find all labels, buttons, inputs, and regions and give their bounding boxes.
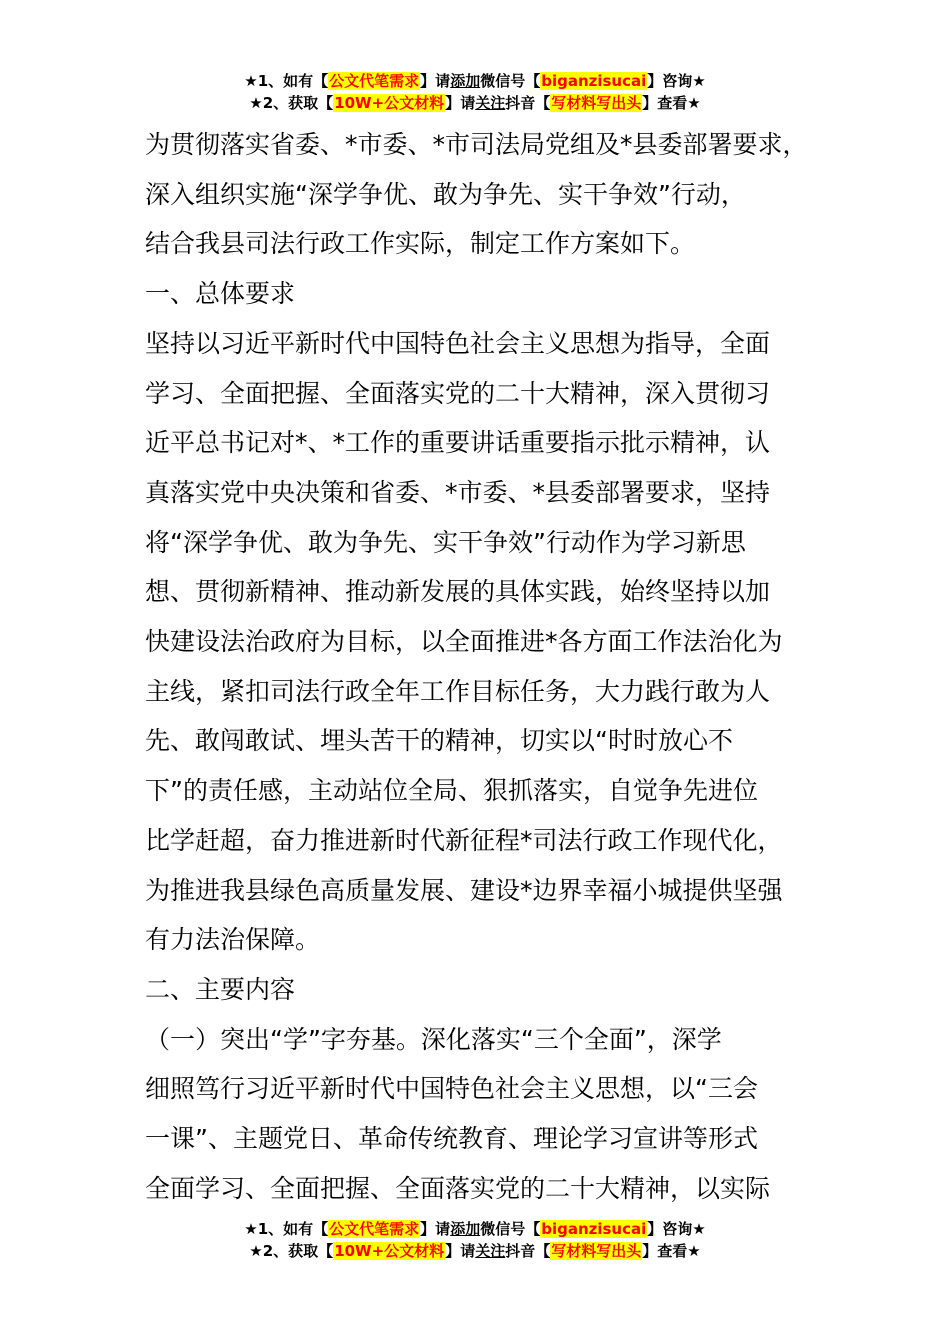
notice-line-2: ★2、获取【10W+公文材料】请关注抖音【写材料写出头】查看★ <box>249 1242 701 1260</box>
notice-line-2: ★2、获取【10W+公文材料】请关注抖音【写材料写出头】查看★ <box>249 94 701 112</box>
text-line: 比学赶超，奋力推进新时代新征程*司法行政工作现代化， <box>145 825 783 855</box>
notice-line-1: ★1、如有【公文代笔需求】请添加微信号【biganzisucai】咨询★ <box>244 72 706 90</box>
text-line: 学习、全面把握、全面落实党的二十大精神，深入贯彻习 <box>145 378 771 408</box>
text-line: 为推进我县绿色高质量发展、建设*边界幸福小城提供坚强 <box>145 875 783 905</box>
wechat-id: biganzisucai <box>541 1220 647 1238</box>
text-line: 深入组织实施“深学争优、敢为争先、实干争效”行动， <box>145 179 746 209</box>
notice-line-1: ★1、如有【公文代笔需求】请添加微信号【biganzisucai】咨询★ <box>244 1220 706 1238</box>
text-line: 坚持以习近平新时代中国特色社会主义思想为指导，全面 <box>145 328 771 358</box>
service-tag: 公文代笔需求 <box>329 1220 420 1238</box>
section-heading-2: 二、主要内容 <box>145 974 296 1004</box>
text-line: 有力法治保障。 <box>145 925 321 955</box>
text-line: 全面学习、全面把握、全面落实党的二十大精神，以实际 <box>145 1173 771 1203</box>
materials-tag: 10W+公文材料 <box>334 1242 445 1260</box>
service-tag: 公文代笔需求 <box>329 72 420 90</box>
text-line: 想、贯彻新精神、推动新发展的具体实践，始终坚持以加 <box>145 577 771 607</box>
materials-tag: 10W+公文材料 <box>334 94 445 112</box>
text-line: 下”的责任感，主动站位全局、狠抓落实，自觉争先进位 <box>145 776 758 806</box>
document-body <box>145 120 825 1213</box>
text-line: 一课”、主题党日、革命传统教育、理论学习宣讲等形式 <box>145 1124 758 1154</box>
text-line: 主线，紧扣司法行政全年工作目标任务，大力践行敢为人 <box>145 676 771 706</box>
text-line: 快建设法治政府为目标，以全面推进*各方面工作法治化为 <box>145 627 783 657</box>
text-line: 真落实党中央决策和省委、*市委、*县委部署要求，坚持 <box>145 477 771 507</box>
text-line: 近平总书记对*、*工作的重要讲话重要指示批示精神，认 <box>145 428 771 458</box>
top-notice-banner <box>0 70 950 114</box>
bottom-notice-banner <box>0 1218 950 1262</box>
text-line: 将“深学争优、敢为争先、实干争效”行动作为学习新思 <box>145 527 746 557</box>
text-line: （一）突出“学”字夯基。深化落实“三个全面”，深学 <box>145 1024 722 1054</box>
douyin-account: 写材料写出头 <box>551 94 642 112</box>
text-line: 结合我县司法行政工作实际，制定工作方案如下。 <box>145 229 696 259</box>
section-heading-1: 一、总体要求 <box>145 279 296 309</box>
wechat-id: biganzisucai <box>541 72 647 90</box>
text-line: 先、敢闯敢试、埋头苦干的精神，切实以“时时放心不 <box>145 726 733 756</box>
douyin-account: 写材料写出头 <box>551 1242 642 1260</box>
text-line: 细照笃行习近平新时代中国特色社会主义思想，以“三会 <box>145 1074 758 1104</box>
text-line: 为贯彻落实省委、*市委、*市司法局党组及*县委部署要求， <box>145 130 808 159</box>
